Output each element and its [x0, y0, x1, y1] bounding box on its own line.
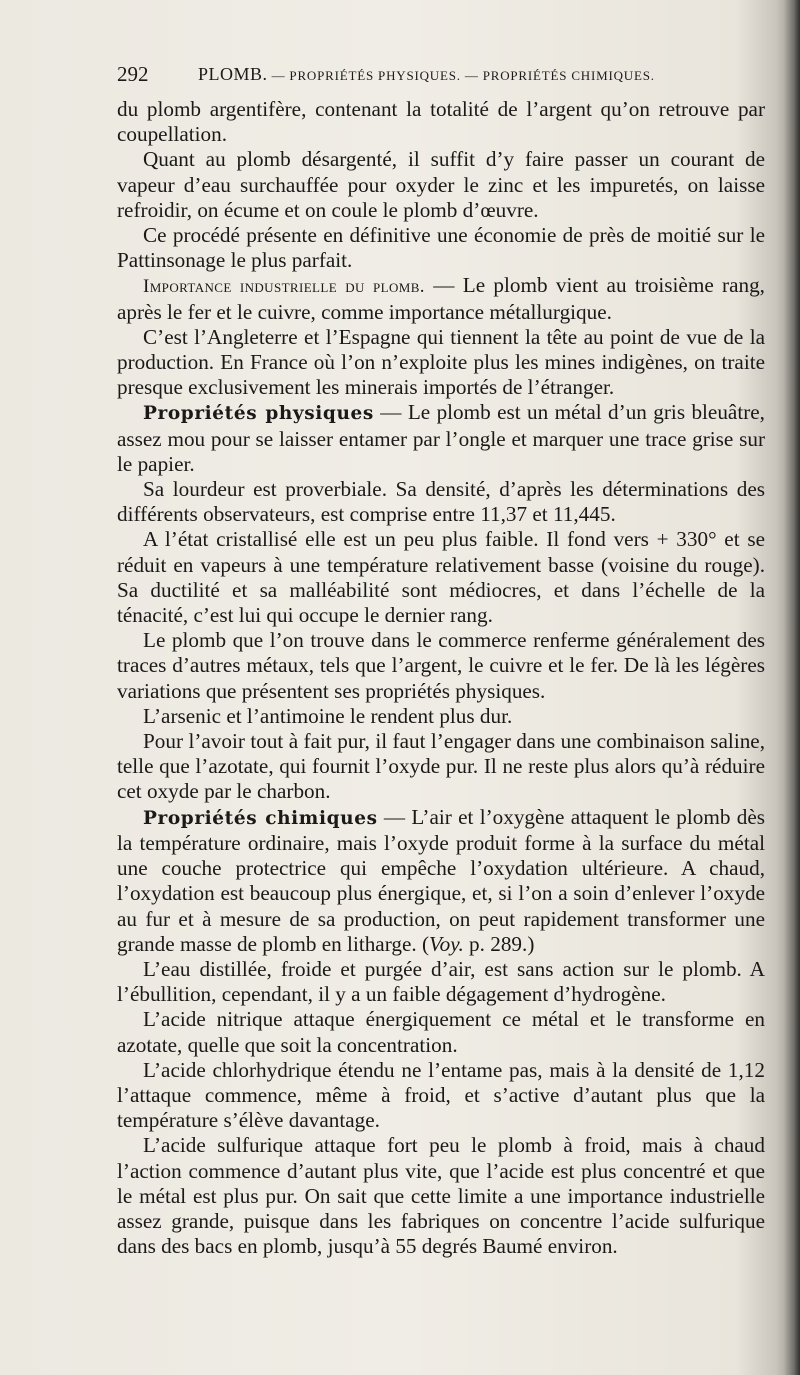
paragraph-text: L’acide nitrique attaque énergiquement ce métal et le transforme en azotate, quelle que soit la concentration. — [117, 1007, 765, 1057]
body-text — [117, 97, 765, 1259]
paragraph-text: L’arsenic et l’antimoine le rendent plus dur. — [143, 703, 513, 728]
paragraph — [117, 729, 765, 805]
paragraph — [117, 704, 765, 729]
paragraph-text: C’est l’Angleterre et l’Espagne qui tiennent la tête au point de vue de la production. En France où l’on n’exploite plus les mines indigènes, on traite presque exclusivement les minerais importés de l’étranger. — [117, 324, 765, 400]
paragraph-text: L’eau distillée, froide et purgée d’air, est sans action sur le plomb. A l’ébullition, cependant, il y a un faible dégagement d’hydrogène. — [117, 956, 765, 1007]
paragraph — [117, 1133, 765, 1259]
paragraph-text: p. 289.) — [463, 931, 535, 956]
paragraph — [117, 97, 765, 147]
paragraph-text: Quant au plomb désargenté, il suffit d’y faire passer un courant de vapeur d’eau surchauffée pour oxyder le zinc et les impuretés, on laisse refroidir, on écume et on coule le plomb d’œuvre. — [117, 147, 765, 222]
paragraph-text: Ce procédé présente en définitive une économie de près de moitié sur le Pattinsonage le plus parfait. — [117, 223, 765, 273]
paragraph-text: — Le plomb est un métal d’un gris bleuâtre, assez mou pour se laisser entamer par l’ongle et marquer une trace grise sur le papier. — [117, 400, 765, 476]
paragraph — [117, 628, 765, 704]
paragraph — [117, 957, 765, 1007]
paragraph-text: — L’air et l’oxygène attaquent le plomb dès la température ordinaire, mais l’oxyde produit forme à la surface du métal une couche protectrice qui empêche l’oxydation ultérieure. A chaud, l’oxydation est beaucoup plus énergique, et, si l’on a soin d’enlever l’oxyde au fur et à mesure de sa production, on peut rapidement transformer une grande masse de plomb en litharge. ( — [117, 804, 765, 956]
section-heading: Propriétés physiques — [143, 403, 374, 425]
paragraph — [117, 273, 765, 324]
paragraph — [117, 1007, 765, 1057]
paragraph — [117, 147, 765, 223]
paragraph-text: — Le plomb vient au troisième rang, après le fer et le cuivre, comme importance métallurgique. — [117, 273, 765, 324]
running-head-title — [198, 64, 655, 85]
page-number: 292 — [117, 62, 149, 86]
paragraph — [117, 1058, 765, 1134]
paragraph — [117, 527, 765, 628]
running-head-main: PLOMB. — [198, 64, 268, 84]
paragraph — [117, 805, 765, 957]
section-heading: Propriétés chimiques — [143, 807, 378, 829]
paragraph-text: L’acide sulfurique attaque fort peu le plomb à froid, mais à chaud l’action commence d’autant plus vite, que l’acide est plus concentré et que le métal est plus pur. On sait que cette limite a une importance industrielle assez grande, puisque dans les fabriques on concentre l’acide sulfurique dans des bacs en plomb, jusqu’à 55 degrés Baumé environ. — [117, 1133, 765, 1259]
paragraph — [117, 400, 765, 477]
paragraph — [117, 477, 765, 527]
paragraph-text: Le plomb que l’on trouve dans le commerce renferme généralement des traces d’autres métaux, tels que l’argent, le cuivre et le fer. De là les légères variations que présentent ses propriétés physiques. — [117, 628, 765, 703]
paragraph — [117, 325, 765, 401]
paragraph — [117, 223, 765, 273]
binding-shadow — [784, 0, 800, 1375]
paragraph-text: du plomb argentifère, contenant la totalité de l’argent qu’on retrouve par coupellation. — [117, 97, 765, 147]
paragraph-text: L’acide chlorhydrique étendu ne l’entame pas, mais à la densité de 1,12 l’attaque commence, même à froid, et s’active d’autant plus que la température s’élève davantage. — [117, 1057, 765, 1133]
running-header — [117, 62, 737, 92]
paragraph-text: Pour l’avoir tout à fait pur, il faut l’engager dans une combinaison saline, telle que l’azotate, qui fournit l’oxyde pur. Il ne reste plus alors qu’à réduire cet oxyde par le charbon. — [117, 729, 765, 804]
paragraph-text: A l’état cristallisé elle est un peu plus faible. Il fond vers + 330° et se réduit en vapeurs à une température relativement basse (voisine du rouge). Sa ductilité et sa malléabilité sont médiocres, et dans l’échelle de la ténacité, c’est lui qui occupe le dernier rang. — [117, 527, 765, 628]
paragraph-text: Sa lourdeur est proverbiale. Sa densité, d’après les déterminations des différents observateurs, est comprise entre 11,37 et 11,445. — [117, 477, 765, 527]
section-heading: Importance industrielle du plomb. — [143, 276, 425, 298]
running-head-subtitle: — PROPRIÉTÉS PHYSIQUES. — PROPRIÉTÉS CHIMIQUES. — [267, 68, 655, 83]
cross-reference: Voy. — [429, 931, 464, 956]
